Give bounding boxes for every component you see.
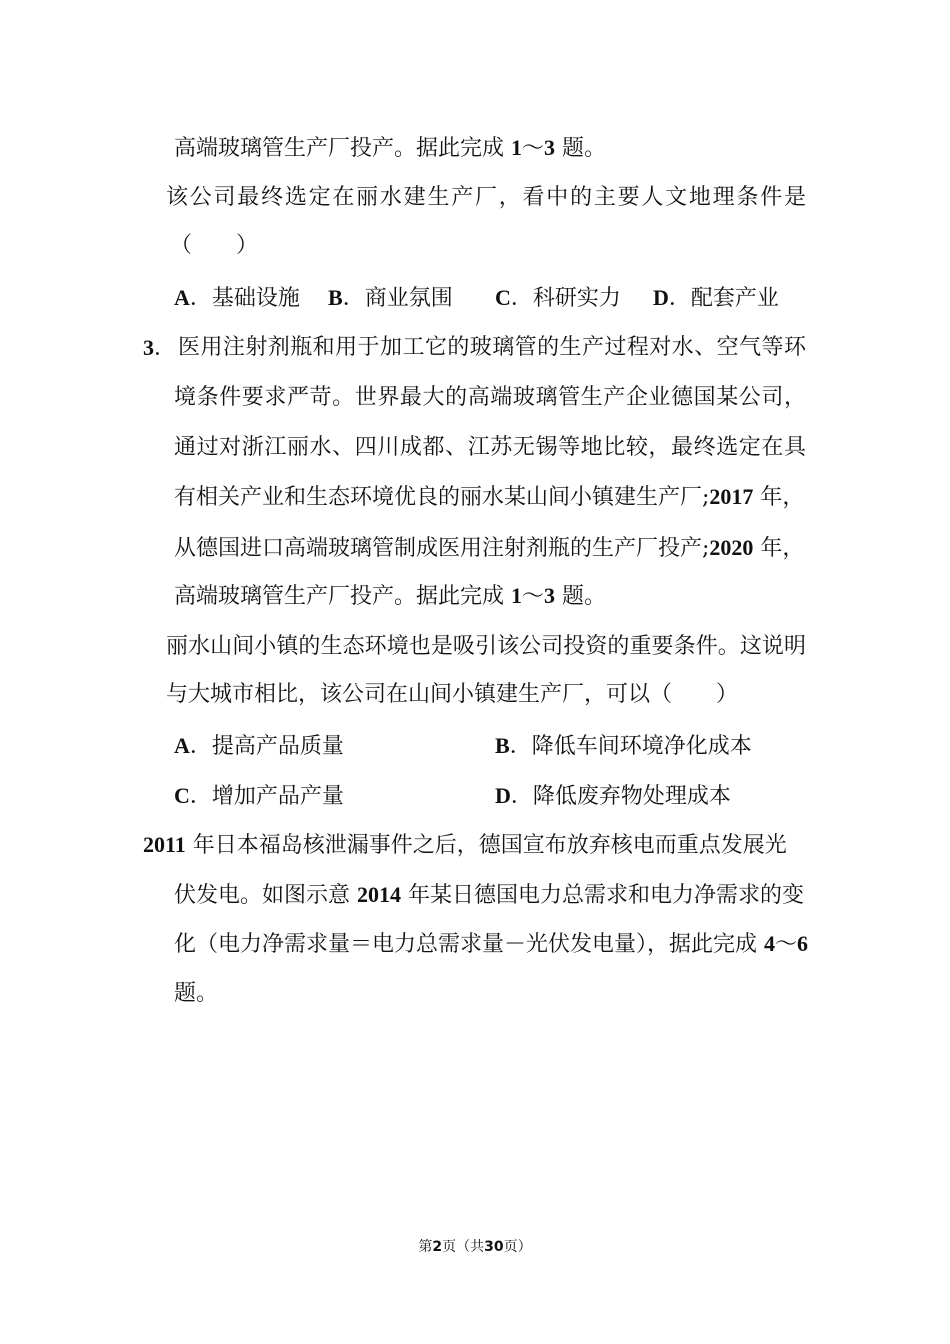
question-3-passage-line-2: 境条件要求严苛。世界最大的高端玻璃管生产企业德国某公司， — [174, 385, 806, 410]
option-text: 基础设施 — [211, 286, 300, 311]
total-pages: 30 — [484, 1239, 504, 1255]
question-number: 3 — [143, 335, 154, 360]
q2-option-a[interactable]: A．基础设施 — [174, 285, 300, 311]
question-3-passage-line-4 — [174, 482, 804, 513]
q3-option-b[interactable]: B．降低车间环境净化成本 — [495, 733, 752, 759]
option-text: 降低废弃物处理成本 — [532, 784, 731, 809]
text-fragment: 从德国进口高端玻璃管制成医用注射剂瓶的生产厂投产; — [174, 536, 710, 561]
q3-option-c[interactable]: C．增加产品产量 — [174, 783, 344, 809]
footer-text: 页（共 — [442, 1239, 485, 1255]
option-text: 商业氛围 — [364, 286, 453, 311]
number: 1 — [511, 135, 522, 160]
text-fragment: 年， — [753, 485, 805, 510]
intro-4-6-line-1 — [143, 830, 787, 861]
question-3-passage-line-3: 通过对浙江丽水、四川成都、江苏无锡等地比较，最终选定在具 — [174, 435, 806, 460]
option-text: 增加产品产量 — [211, 784, 344, 809]
footer-text: 页） — [503, 1239, 532, 1255]
option-letter: A — [174, 285, 190, 310]
question-3-number: 3． — [143, 335, 177, 361]
question-3-passage-line-1: 医用注射剂瓶和用于加工它的玻璃管的生产过程对水、空气等环 — [178, 335, 806, 360]
q2-option-d[interactable]: D．配套产业 — [653, 285, 779, 311]
passage-continuation-line — [174, 133, 606, 164]
text-fragment: 年日本福岛核泄漏事件之后，德国宣布放弃核电而重点发展光 — [185, 833, 787, 858]
q3-option-d[interactable]: D．降低废弃物处理成本 — [495, 783, 731, 809]
option-letter: D — [653, 285, 669, 310]
option-letter: B — [495, 733, 510, 758]
question-3-stem-line-1: 丽水山间小镇的生态环境也是吸引该公司投资的重要条件。这说明 — [166, 634, 806, 659]
text-fragment: 化（电力净需求量＝电力总需求量－光伏发电量），据此完成 — [174, 932, 764, 957]
text-fragment: 题。 — [555, 584, 607, 609]
option-letter: D — [495, 783, 511, 808]
year: 2011 — [143, 832, 186, 857]
year: 2014 — [357, 882, 401, 907]
intro-4-6-line-4: 题。 — [174, 981, 219, 1006]
number: 1 — [511, 583, 522, 608]
option-text: 科研实力 — [532, 286, 621, 311]
question-3-passage-line-5 — [174, 533, 804, 564]
option-text: 提高产品质量 — [211, 734, 344, 759]
q2-option-b[interactable]: B．商业氛围 — [328, 285, 453, 311]
option-letter: B — [328, 285, 343, 310]
question-2-answer-bracket: （ ） — [170, 233, 259, 258]
tilde: ～ — [522, 584, 545, 609]
text-fragment: 年某日德国电力总需求和电力净需求的变 — [401, 883, 804, 908]
year: 2020 — [709, 535, 754, 560]
text-fragment: 高端玻璃管生产厂投产。据此完成 — [174, 584, 511, 609]
footer-text: 第 — [418, 1239, 433, 1255]
intro-4-6-line-3 — [174, 929, 808, 960]
q3-option-a[interactable]: A．提高产品质量 — [174, 733, 344, 759]
tilde: ～ — [775, 932, 798, 957]
text-fragment: 伏发电。如图示意 — [174, 883, 357, 908]
q2-option-c[interactable]: C．科研实力 — [495, 285, 621, 311]
text-fragment: 题。 — [555, 136, 607, 161]
option-text: 配套产业 — [690, 286, 779, 311]
option-letter: C — [174, 783, 190, 808]
intro-4-6-line-2 — [174, 880, 804, 911]
text-fragment: 年， — [753, 536, 805, 561]
question-3-stem-line-2: 与大城市相比，该公司在山间小镇建生产厂，可以（ ） — [166, 682, 739, 707]
option-letter: C — [495, 285, 511, 310]
year: 2017 — [709, 484, 754, 509]
text-fragment: 有相关产业和生态环境优良的丽水某山间小镇建生产厂; — [174, 485, 710, 510]
question-3-passage-line-6 — [174, 581, 606, 612]
page-number: 2 — [432, 1239, 443, 1255]
page-footer — [0, 1236, 950, 1256]
number: 3 — [544, 583, 556, 608]
number: 6 — [797, 931, 809, 956]
option-letter: A — [174, 733, 190, 758]
number: 3 — [544, 135, 556, 160]
number: 4 — [764, 931, 775, 956]
tilde: ～ — [522, 136, 545, 161]
option-text: 降低车间环境净化成本 — [531, 734, 752, 759]
question-2-stem-line-1: 该公司最终选定在丽水建生产厂，看中的主要人文地理条件是 — [166, 185, 806, 210]
text-fragment: 高端玻璃管生产厂投产。据此完成 — [174, 136, 511, 161]
